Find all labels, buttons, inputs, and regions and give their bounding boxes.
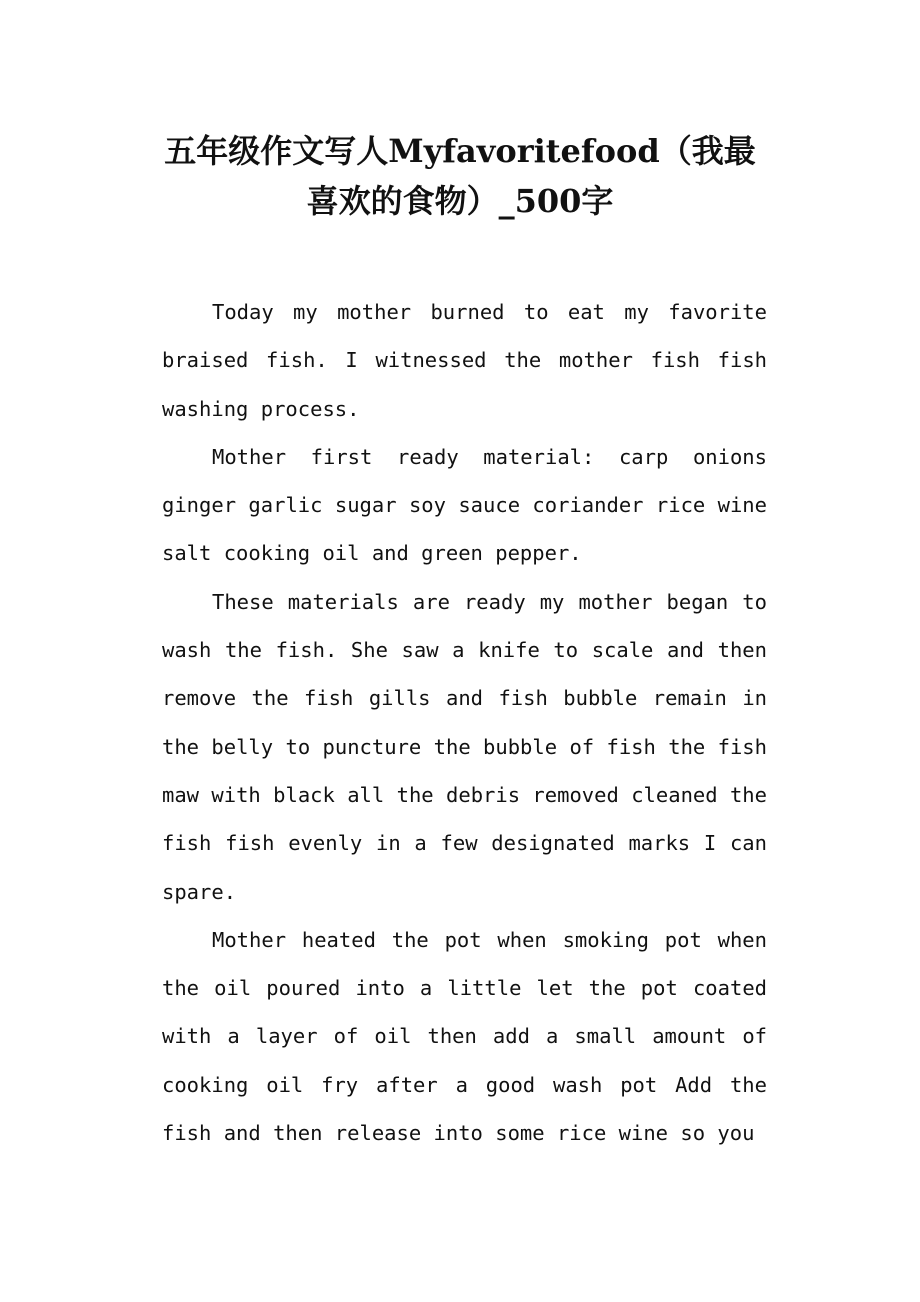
paragraph-4: Mother heated the pot when smoking pot when the oil poured into a little let the pot coated with a layer of oil then add a small amount of cooking oil fry after a good wash pot Add the fish and then release into some rice wine so you xyxy=(162,927,767,1146)
paragraph-2: Mother first ready material: carp onions ginger garlic sugar soy sauce coriander rice wine salt cooking oil and green pepper. xyxy=(162,444,767,566)
document-title xyxy=(150,126,770,226)
title-line-2: 喜欢的食物）_500字 xyxy=(306,182,614,220)
document-body xyxy=(162,288,767,1157)
paragraph-1: Today my mother burned to eat my favorite braised fish. I witnessed the mother fish fish washing process. xyxy=(162,300,767,421)
title-line-1: 五年级作文写人Myfavoritefood（我最 xyxy=(164,132,756,170)
paragraph-3: These materials are ready my mother began to wash the fish. She saw a knife to scale and then remove the fish gills and fish bubble remain in the belly to puncture the bubble of fish the fish maw with black all the debris removed cleaned the fish fish evenly in a few designated marks I can spare. xyxy=(162,589,767,904)
